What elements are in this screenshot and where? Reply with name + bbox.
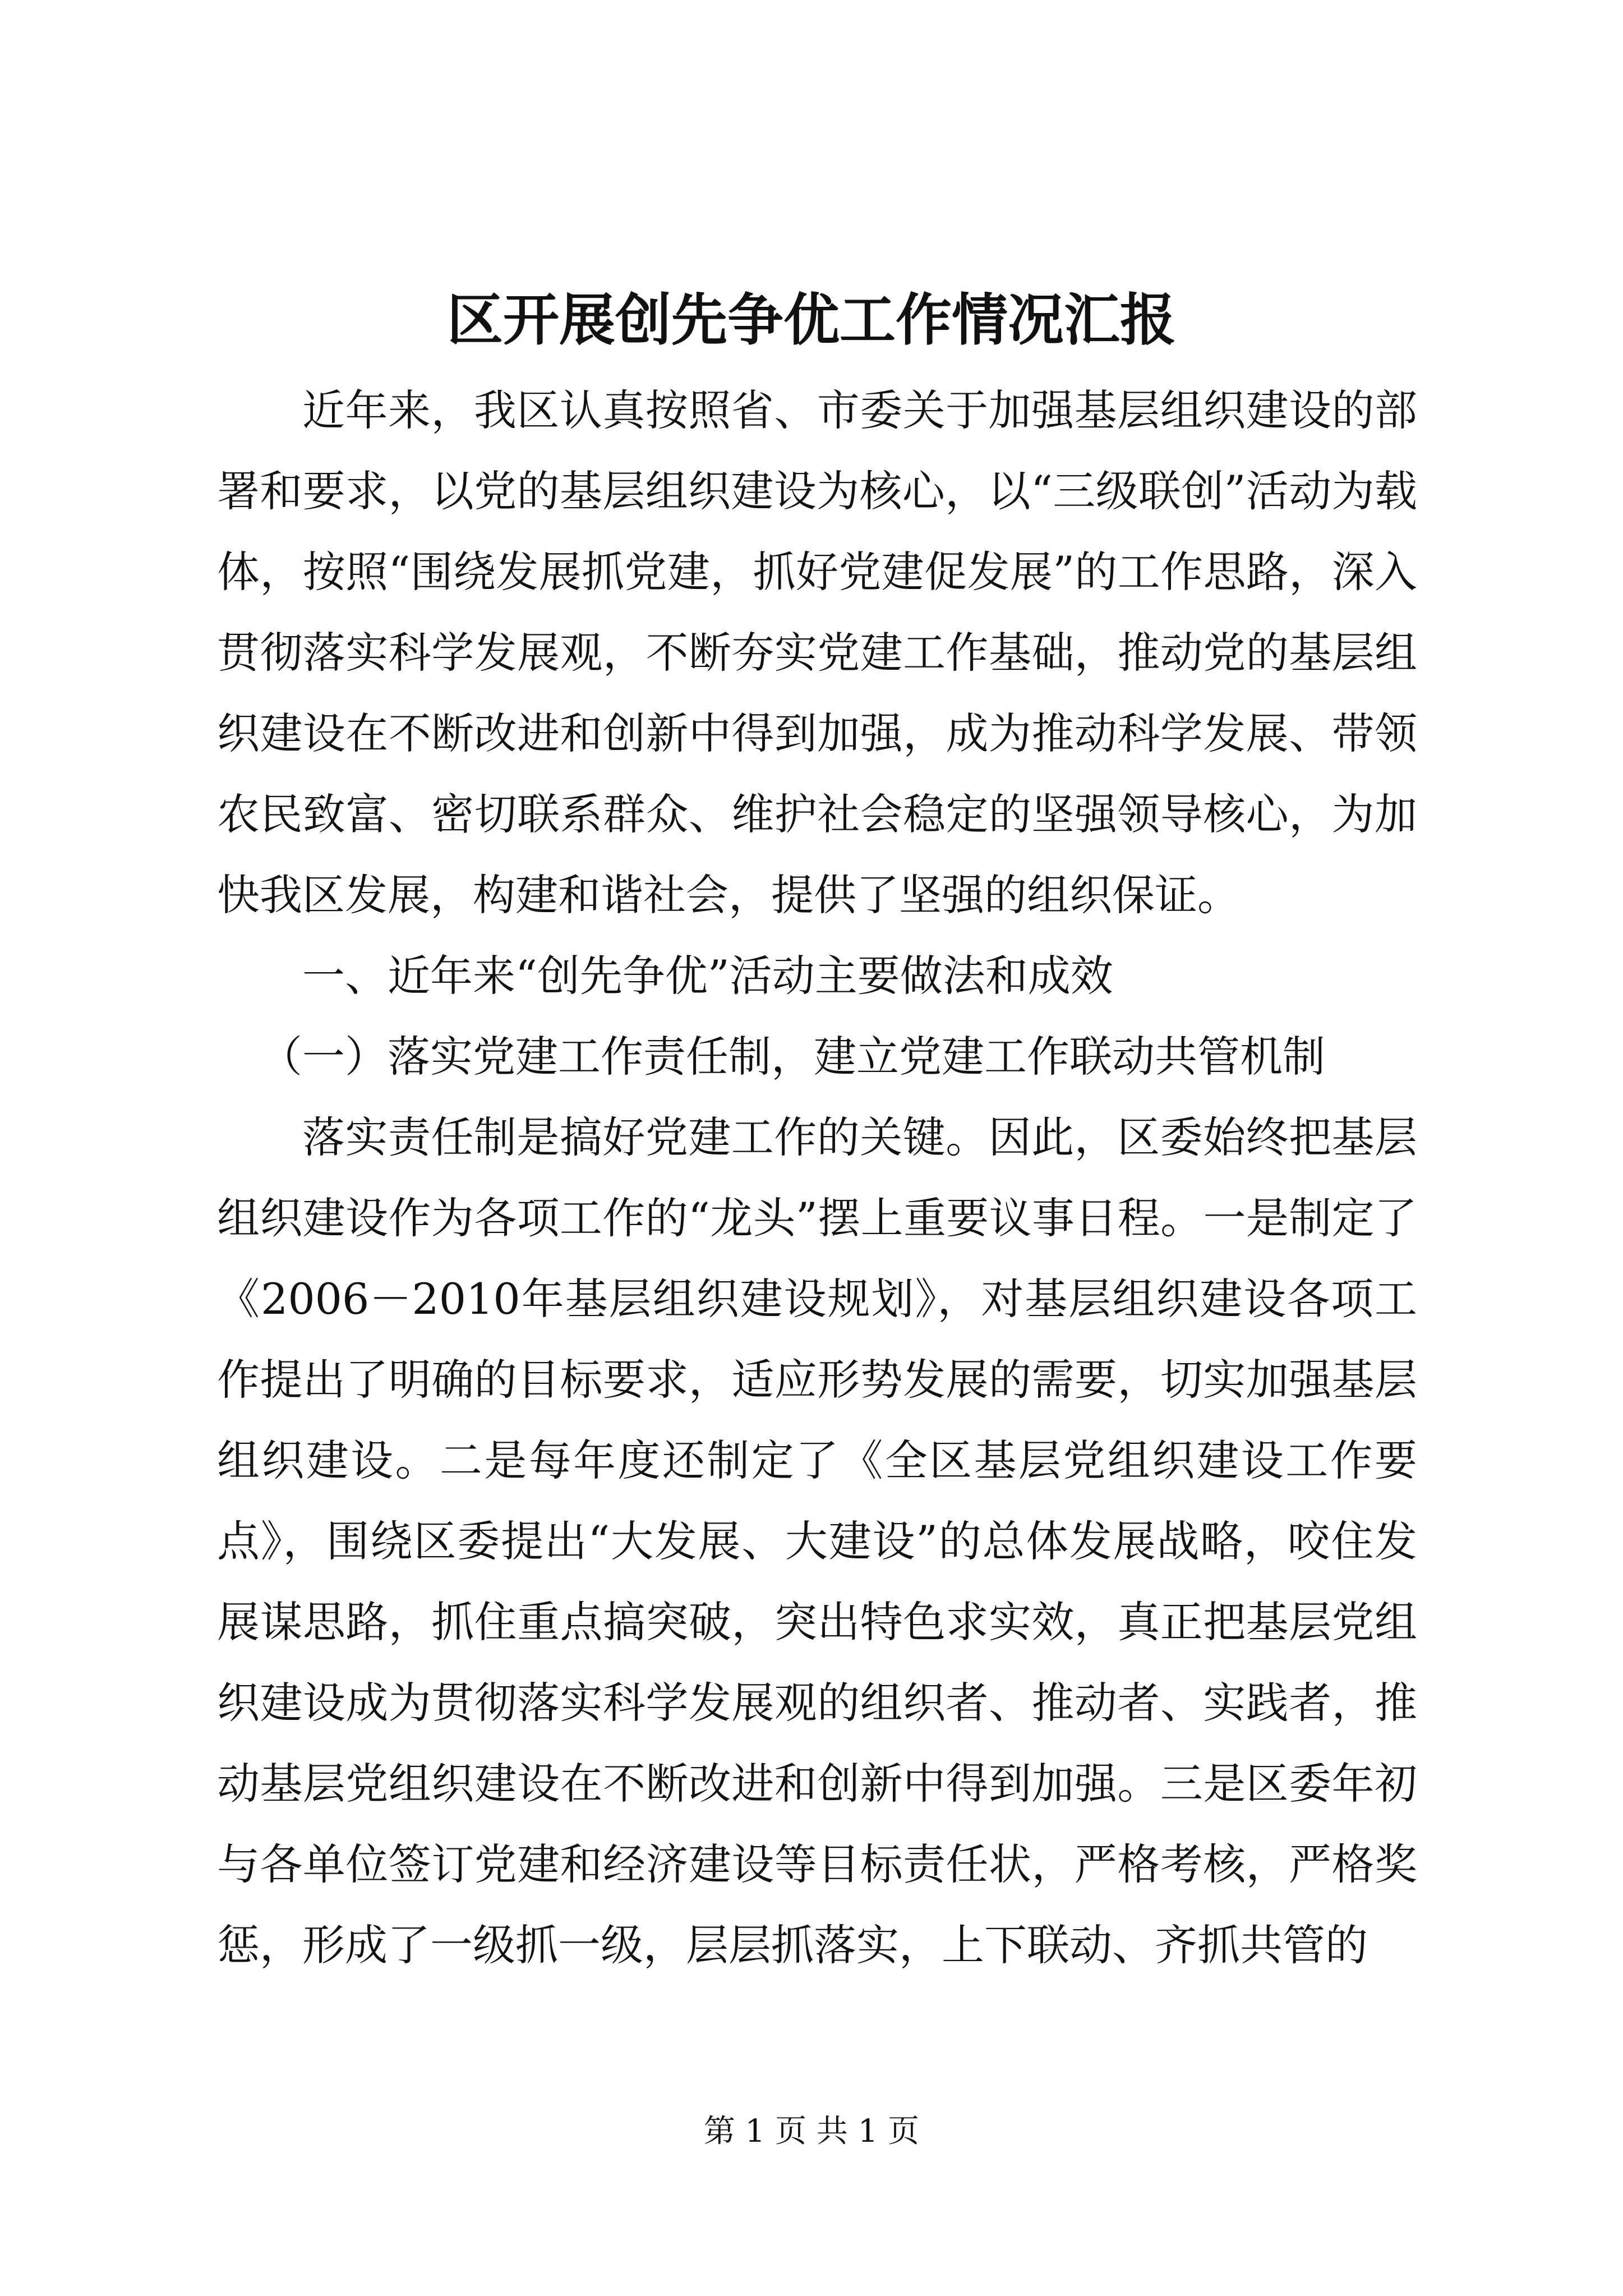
intro-paragraph: 近年来，我区认真按照省、市委关于加强基层组织建设的部署和要求，以党的基层组织建设为核心，以“三级联创”活动为载体，按照“围绕发展抓党建，抓好党建促发展”的工作思路，深入贯彻落实科学发展观，不断夯实党建工作基础，推动党的基层组织建设在不断改进和创新中得到加强，成为推动科学发展、带领农民致富、密切联系群众、维护社会稳定的坚强领导核心，为加快我区发展，构建和谐社会，提供了坚强的组织保证。 — [217, 385, 1417, 920]
document-body — [217, 370, 1417, 1986]
document-title: 区开展创先争优工作情况汇报 — [447, 287, 1176, 353]
page-footer — [0, 2109, 1623, 2154]
page-number-label: 第 1 页 共 1 页 — [703, 2113, 920, 2150]
section-heading: 一、近年来“创先争优”活动主要做法和成效 — [302, 951, 1113, 1001]
body-paragraph: 落实责任制是搞好党建工作的关键。因此，区委始终把基层组织建设作为各项工作的“龙头”摆上重要议事日程。一是制定了《2006－2010年基层组织建设规划》，对基层组织建设各项工作提出了明确的目标要求，适应形势发展的需要，切实加强基层组织建设。二是每年度还制定了《全区基层党组织建设工作要点》，围绕区委提出“大发展、大建设”的总体发展战略，咬住发展谋思路，抓住重点搞突破，突出特色求实效，真正把基层党组织建设成为贯彻落实科学发展观的组织者、推动者、实践者，推动基层党组织建设在不断改进和创新中得到加强。三是区委年初与各单位签订党建和经济建设等目标责任状，严格考核，严格奖惩，形成了一级抓一级，层层抓落实，上下联动、齐抓共管的 — [217, 1112, 1417, 1970]
subsection-heading: （一）落实党建工作责任制，建立党建工作联动共管机制 — [260, 1032, 1325, 1082]
